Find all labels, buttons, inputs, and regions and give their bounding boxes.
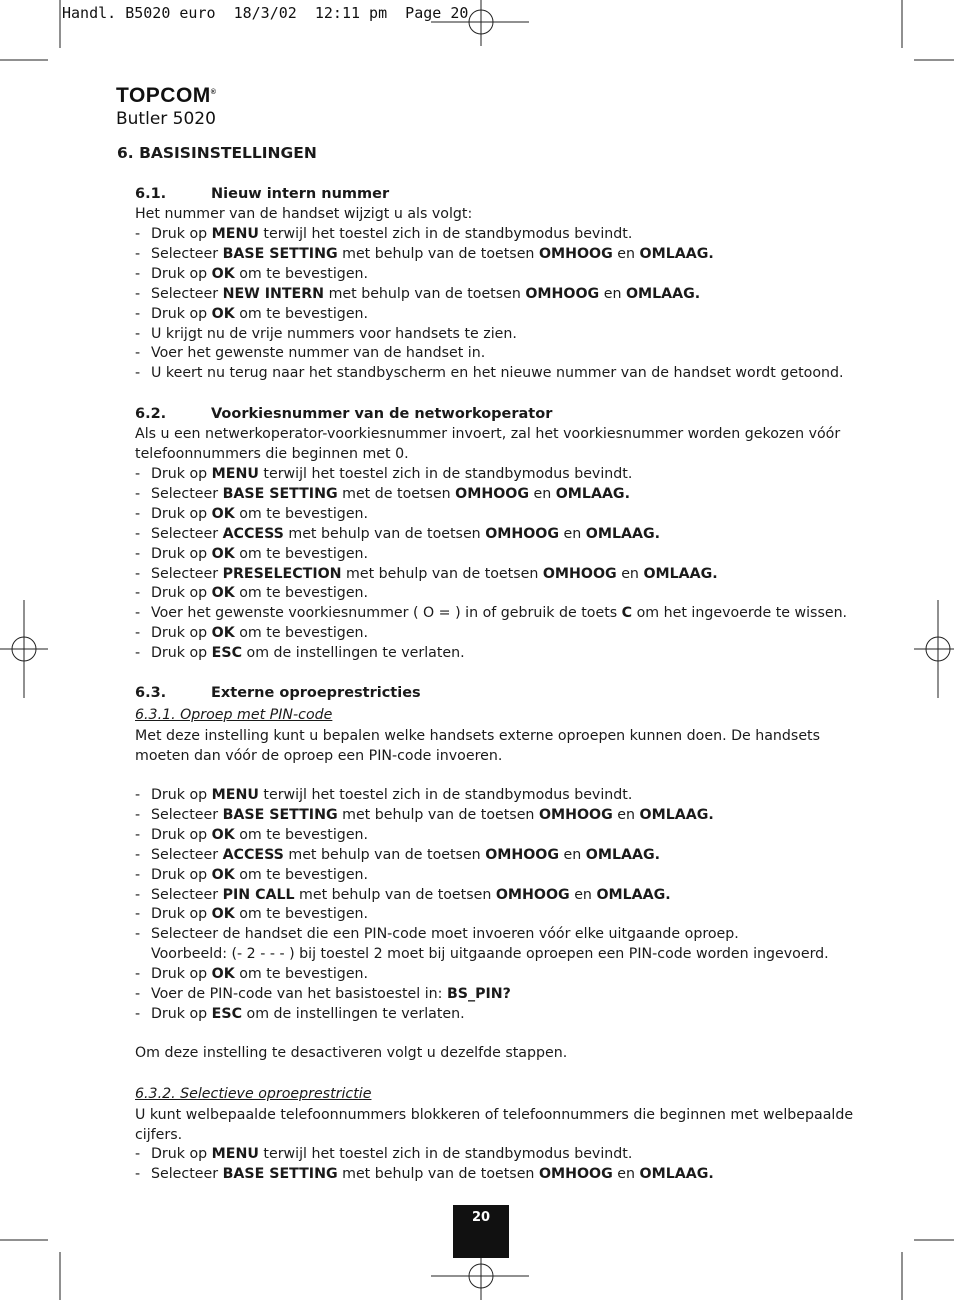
paragraph-line: cijfers. [135, 1126, 183, 1143]
step-text: en [559, 846, 586, 863]
step-item [135, 564, 718, 584]
key-label: C [621, 605, 633, 622]
step-item [135, 284, 700, 304]
key-label: OK [211, 505, 235, 522]
key-label: ESC [211, 1005, 242, 1022]
dash-bullet: - [135, 985, 141, 1002]
dash-bullet: - [135, 826, 141, 843]
step-item [135, 304, 368, 324]
section-title: 6.3. Externe oproeprestricties [135, 685, 421, 701]
step-text: terwijl het toestel zich in de standbymodus bevindt. [258, 226, 633, 242]
step-text: en [529, 485, 556, 502]
step-item [135, 825, 368, 845]
key-label: PRESELECTION [222, 565, 342, 582]
key-label: OMLAAG. [643, 565, 718, 582]
key-label: OMHOOG [495, 886, 570, 903]
dash-bullet: - [135, 645, 141, 662]
step-item [135, 583, 368, 603]
step-text: Selecteer [151, 1165, 223, 1182]
step-text: Druk op [151, 625, 212, 642]
step-text: Selecteer [151, 485, 223, 502]
key-label: OK [211, 906, 235, 923]
step-text: Voer het gewenste voorkiesnummer ( O = ) in of gebruik de toets [151, 605, 622, 622]
dash-bullet: - [135, 886, 141, 903]
step-text: Selecteer de handset die een PIN-code moet invoeren vóór elke uitgaande oproep. [151, 926, 739, 943]
step-text: Druk op [151, 966, 212, 982]
key-label: OMLAAG. [625, 285, 701, 302]
paragraph-line: Als u een netwerkoperator-voorkiesnummer invoert, zal het voorkiesnummer worden gekozen vóór [135, 426, 841, 442]
step-text: met de toetsen [337, 485, 456, 502]
key-label: OMHOOG [538, 806, 613, 823]
step-text: en [612, 245, 640, 262]
step-text: om te bevestigen. [234, 585, 369, 602]
step-text: Druk op [151, 906, 212, 923]
step-text: Voer de PIN-code van het basistoestel in: [151, 985, 447, 1002]
key-label: OK [211, 866, 235, 883]
key-label: ACCESS [222, 525, 284, 542]
step-text: om de instellingen te verlaten. [242, 1005, 465, 1022]
model-name: Butler 5020 [116, 109, 216, 129]
step-item [135, 264, 368, 284]
step-text: Druk op [151, 1146, 212, 1162]
step-text: met behulp van de toetsen [337, 245, 539, 262]
key-label: OK [211, 625, 235, 642]
step-item [135, 984, 511, 1004]
dash-bullet: - [135, 806, 141, 823]
print-header: Handl. B5020 euro 18/3/02 12:11 pm Page 20 [62, 4, 469, 22]
dash-bullet: - [135, 926, 141, 943]
paragraph-line: U kunt welbepaalde telefoonnummers blokkeren of telefoonnummers die beginnen met welbepaalde [135, 1107, 854, 1123]
step-item [135, 504, 368, 524]
dash-bullet: - [135, 906, 141, 923]
section-title: 6.1. Nieuw intern nummer [135, 186, 390, 202]
key-label: OMHOOG [455, 485, 529, 502]
dash-bullet: - [135, 625, 141, 642]
step-text: Druk op [151, 1005, 212, 1022]
key-label: OK [211, 545, 235, 562]
paragraph-line: Het nummer van de handset wijzigt u als volgt: [135, 206, 473, 222]
key-label: OMLAAG. [596, 886, 671, 903]
dash-bullet: - [135, 285, 141, 302]
section-title: 6.2. Voorkiesnummer van de networkoperator [135, 406, 553, 422]
step-text: met behulp van de toetsen [324, 285, 526, 302]
step-text: Druk op [151, 305, 212, 322]
key-label: OMLAAG. [555, 485, 630, 502]
subsection-title: 6.3.1. Oproep met PIN-code [135, 707, 333, 723]
key-label: OK [211, 585, 235, 602]
step-text: U keert nu terug naar het standbyscherm en het nieuwe nummer van de handset wordt getoond. [151, 365, 844, 382]
step-text: met behulp van de toetsen [337, 1165, 539, 1182]
key-label: MENU [211, 466, 259, 482]
dash-bullet: - [135, 846, 141, 863]
key-label: OK [211, 305, 235, 322]
step-text: Selecteer [151, 245, 223, 262]
key-label: BASE SETTING [222, 485, 338, 502]
step-text: om te bevestigen. [234, 305, 369, 322]
step-text: met behulp van de toetsen [294, 886, 496, 903]
key-label: OMLAAG. [639, 806, 714, 823]
key-label: MENU [211, 787, 259, 803]
step-text: en [612, 1165, 640, 1182]
key-label: ACCESS [222, 846, 284, 863]
step-item [135, 484, 630, 504]
step-text: om te bevestigen. [234, 826, 369, 843]
step-item [135, 363, 844, 383]
dash-bullet: - [135, 325, 141, 342]
registration-mark-left [0, 600, 50, 700]
step-text: Selecteer [151, 886, 223, 903]
step-text: Selecteer [151, 565, 223, 582]
dash-bullet: - [135, 365, 141, 382]
step-text: en [612, 806, 640, 823]
step-text: met behulp van de toetsen [283, 525, 486, 542]
step-text: om te bevestigen. [234, 625, 369, 642]
step-item [135, 1144, 632, 1164]
key-label: NEW INTERN [222, 285, 325, 302]
dash-bullet: - [135, 1165, 141, 1182]
step-item [135, 904, 368, 924]
step-item [135, 1164, 714, 1184]
step-text: Selecteer [151, 806, 223, 823]
step-text: Druk op [151, 265, 212, 282]
dash-bullet: - [135, 966, 141, 982]
step-item [135, 244, 714, 264]
step-item [135, 885, 671, 905]
step-text: en [559, 525, 586, 542]
key-label: BASE SETTING [222, 245, 338, 262]
dash-bullet: - [135, 585, 141, 602]
step-item [135, 324, 517, 344]
paragraph-line: telefoonnummers die beginnen met 0. [135, 445, 409, 462]
step-item [135, 1004, 465, 1024]
step-text: en [616, 565, 644, 582]
dash-bullet: - [135, 545, 141, 562]
key-label: PIN CALL [222, 886, 295, 903]
step-text: Druk op [151, 505, 212, 522]
dash-bullet: - [135, 485, 141, 502]
step-text: Druk op [151, 226, 212, 242]
step-text: Druk op [151, 645, 212, 662]
step-item [135, 924, 739, 944]
key-label: OK [211, 826, 235, 843]
step-item [135, 603, 847, 623]
paragraph-line: Voorbeeld: (- 2 - - - ) bij toestel 2 moet bij uitgaande oproepen een PIN-code worden ingevoerd. [151, 946, 829, 962]
step-text: terwijl het toestel zich in de standbymodus bevindt. [258, 1146, 633, 1162]
step-text: Selecteer [151, 525, 223, 542]
dash-bullet: - [135, 305, 141, 322]
paragraph-line: Om deze instelling te desactiveren volgt u dezelfde stappen. [135, 1045, 568, 1061]
step-text: met behulp van de toetsen [283, 846, 486, 863]
step-text: om te bevestigen. [234, 265, 369, 282]
paragraph-line: Met deze instelling kunt u bepalen welke handsets externe oproepen kunnen doen. De handsets [135, 728, 821, 744]
step-item [135, 343, 485, 363]
dash-bullet: - [135, 505, 141, 522]
step-item [135, 464, 632, 484]
step-text: terwijl het toestel zich in de standbymodus bevindt. [258, 466, 633, 482]
key-label: OK [211, 265, 235, 282]
dash-bullet: - [135, 265, 141, 282]
dash-bullet: - [135, 866, 141, 883]
key-label: OMLAAG. [639, 1165, 714, 1182]
dash-bullet: - [135, 565, 141, 582]
dash-bullet: - [135, 605, 141, 622]
dash-bullet: - [135, 1146, 141, 1162]
step-item [135, 845, 660, 865]
step-text: Selecteer [151, 846, 223, 863]
key-label: OMHOOG [542, 565, 617, 582]
step-text: om de instellingen te verlaten. [242, 645, 465, 662]
step-text: om te bevestigen. [234, 505, 369, 522]
step-text: om te bevestigen. [234, 906, 369, 923]
key-label: BS_PIN? [446, 985, 511, 1002]
registration-mark-top [431, 0, 531, 50]
chapter-title: 6. BASISINSTELLINGEN [117, 144, 317, 162]
step-text: Selecteer [151, 285, 223, 302]
step-item [135, 964, 368, 984]
key-label: ESC [211, 645, 242, 662]
key-label: OMLAAG. [585, 525, 660, 542]
step-text: en [569, 886, 597, 903]
dash-bullet: - [135, 466, 141, 482]
step-item [135, 623, 368, 643]
step-text: terwijl het toestel zich in de standbymodus bevindt. [258, 787, 633, 803]
key-label: MENU [211, 226, 259, 242]
page-number: 20 [453, 1205, 509, 1258]
key-label: MENU [211, 1146, 259, 1162]
key-label: OMHOOG [485, 846, 560, 863]
step-text: Voer het gewenste nummer van de handset in. [151, 345, 486, 362]
key-label: OMLAAG. [639, 245, 714, 262]
brand-block [116, 82, 216, 130]
dash-bullet: - [135, 345, 141, 362]
key-label: OMLAAG. [585, 846, 660, 863]
dash-bullet: - [135, 1005, 141, 1022]
step-text: om te bevestigen. [234, 545, 369, 562]
step-text: Druk op [151, 787, 212, 803]
key-label: BASE SETTING [222, 1165, 338, 1182]
paragraph-line: moeten dan vóór de oproep een PIN-code invoeren. [135, 747, 503, 764]
step-item [135, 643, 465, 663]
step-text: met behulp van de toetsen [337, 806, 539, 823]
dash-bullet: - [135, 226, 141, 242]
step-text: met behulp van de toetsen [341, 565, 543, 582]
step-item [135, 524, 660, 544]
step-text: Druk op [151, 545, 212, 562]
step-item [135, 805, 714, 825]
dash-bullet: - [135, 525, 141, 542]
registration-mark-right [914, 600, 954, 700]
step-text: Druk op [151, 826, 212, 843]
step-item [135, 785, 632, 805]
step-text: om te bevestigen. [234, 866, 369, 883]
step-text: Druk op [151, 466, 212, 482]
dash-bullet: - [135, 787, 141, 803]
key-label: OMHOOG [538, 245, 613, 262]
step-text: U krijgt nu de vrije nummers voor handsets te zien. [151, 325, 517, 342]
key-label: OMHOOG [538, 1165, 613, 1182]
key-label: BASE SETTING [222, 806, 338, 823]
step-text: om het ingevoerde te wissen. [632, 605, 848, 622]
step-text: Druk op [151, 585, 212, 602]
key-label: OK [211, 966, 235, 982]
step-text: om te bevestigen. [234, 966, 369, 982]
registration-mark-bottom [431, 1252, 531, 1302]
step-item [135, 865, 368, 885]
dash-bullet: - [135, 245, 141, 262]
subsection-title: 6.3.2. Selectieve oproeprestrictie [135, 1086, 372, 1102]
key-label: OMHOOG [485, 525, 560, 542]
step-item [135, 544, 368, 564]
topcom-logo: TOPCOM® [116, 84, 217, 107]
step-item [135, 224, 632, 244]
key-label: OMHOOG [525, 285, 600, 302]
step-text: Druk op [151, 866, 212, 883]
step-text: en [599, 285, 626, 302]
